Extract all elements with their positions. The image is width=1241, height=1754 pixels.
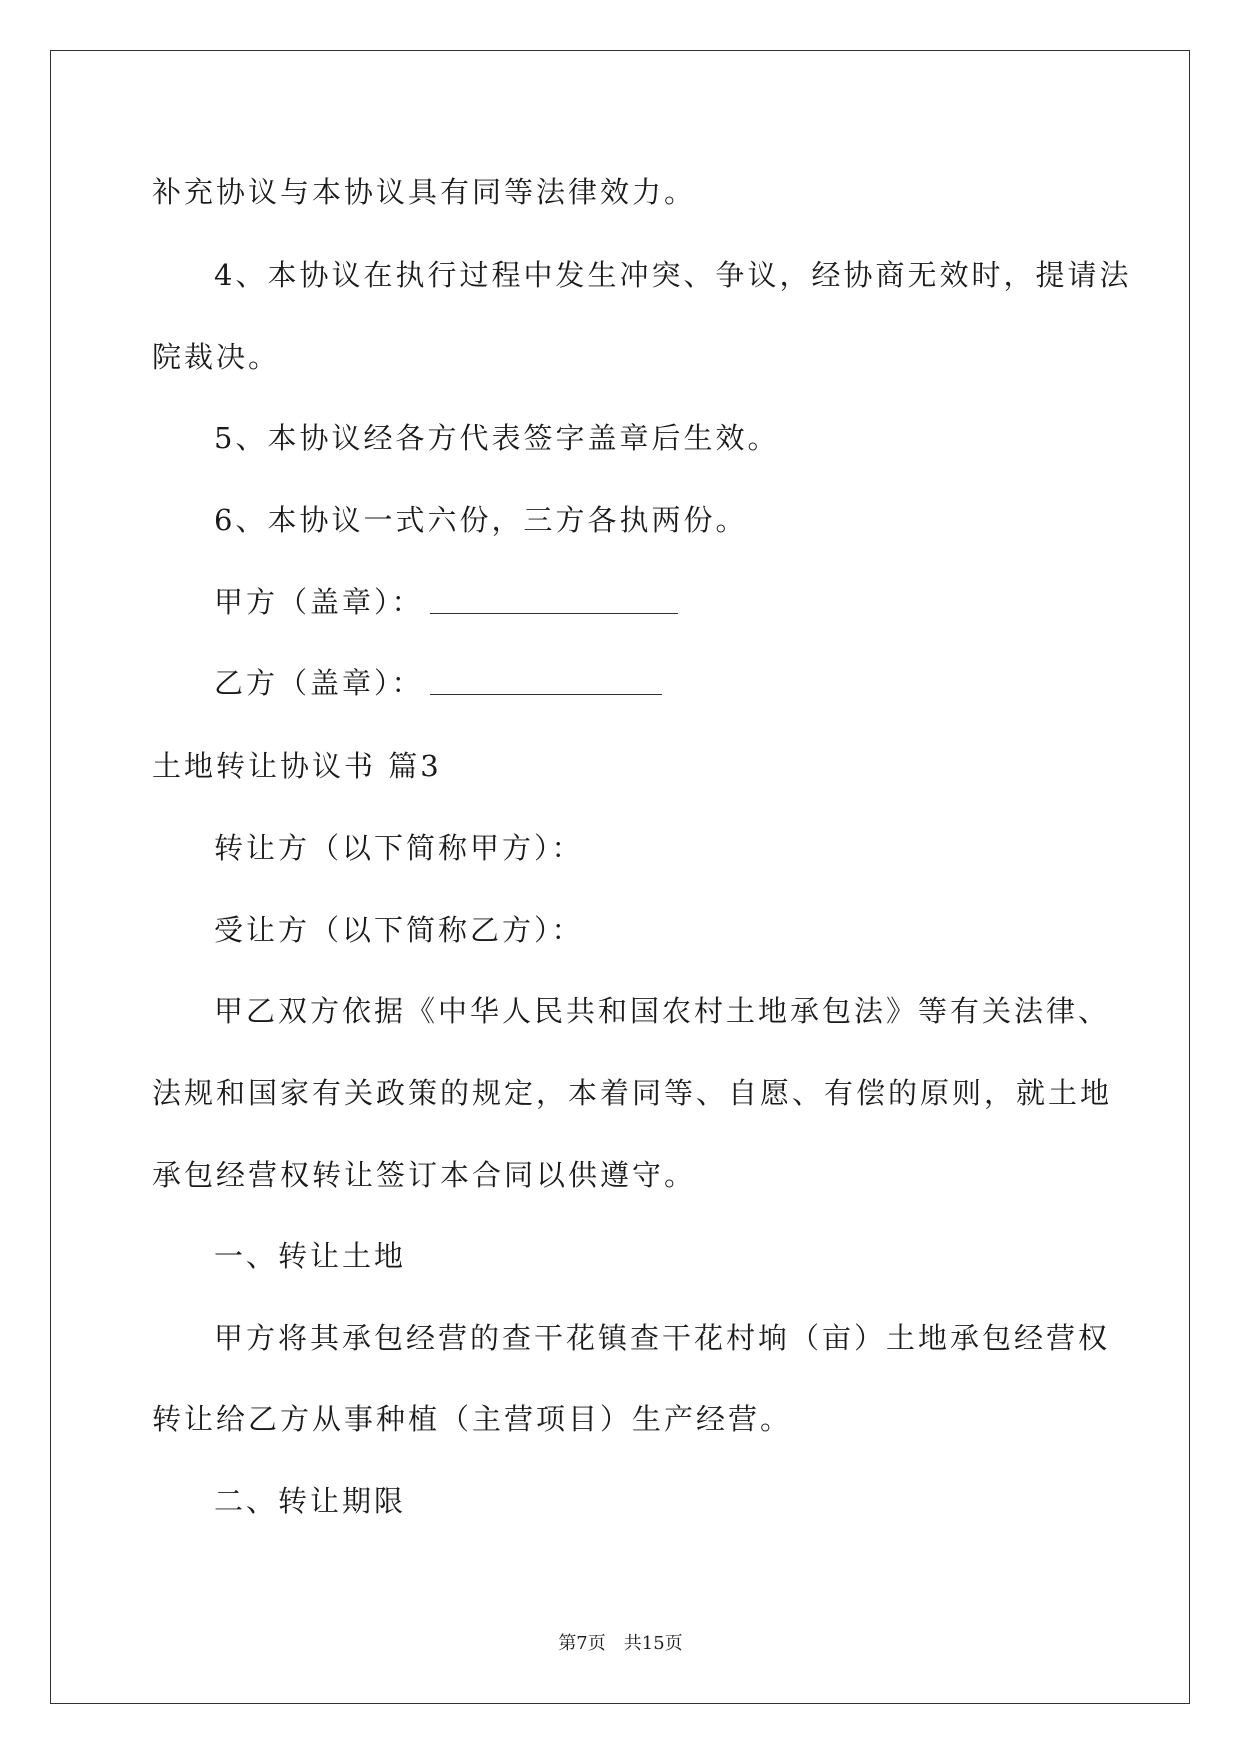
party-b-seal-line <box>214 663 662 703</box>
party-a-seal-line <box>214 582 678 622</box>
paragraph-line: 转让方（以下简称甲方）： <box>214 831 584 865</box>
paragraph-line: 5、本协议经各方代表签字盖章后生效。 <box>214 421 780 455</box>
party-b-signature-blank <box>430 670 662 695</box>
paragraph-line: 6、本协议一式六份，三方各执两份。 <box>214 503 748 537</box>
party-b-seal-label: 乙方（盖章）： <box>214 666 424 700</box>
page-border <box>50 50 1190 1704</box>
paragraph-line: 4、本协议在执行过程中发生冲突、争议，经协商无效时，提请法 <box>214 258 1132 292</box>
clause-heading: 一、转让土地 <box>214 1239 407 1273</box>
paragraph-line: 转让给乙方从事种植（主营项目）生产经营。 <box>152 1402 793 1436</box>
page-number-footer: 第7页 共15页 <box>558 1633 683 1654</box>
clause-heading: 二、转让期限 <box>214 1484 407 1518</box>
party-a-signature-blank <box>430 589 678 614</box>
paragraph-line: 法规和国家有关政策的规定，本着同等、自愿、有偿的原则，就土地 <box>152 1076 1113 1110</box>
paragraph-line: 受让方（以下简称乙方）： <box>214 913 584 947</box>
party-a-seal-label: 甲方（盖章）： <box>214 585 424 619</box>
paragraph-line: 甲方将其承包经营的查干花镇查干花村垧（亩）土地承包经营权 <box>214 1321 1111 1355</box>
paragraph-line: 承包经营权转让签订本合同以供遵守。 <box>152 1158 697 1192</box>
paragraph-line: 院裁决。 <box>152 340 281 374</box>
paragraph-line: 补充协议与本协议具有同等法律效力。 <box>152 175 697 209</box>
paragraph-line: 甲乙双方依据《中华人民共和国农村土地承包法》等有关法律、 <box>214 994 1111 1028</box>
section-heading: 土地转让协议书 篇3 <box>152 749 442 783</box>
